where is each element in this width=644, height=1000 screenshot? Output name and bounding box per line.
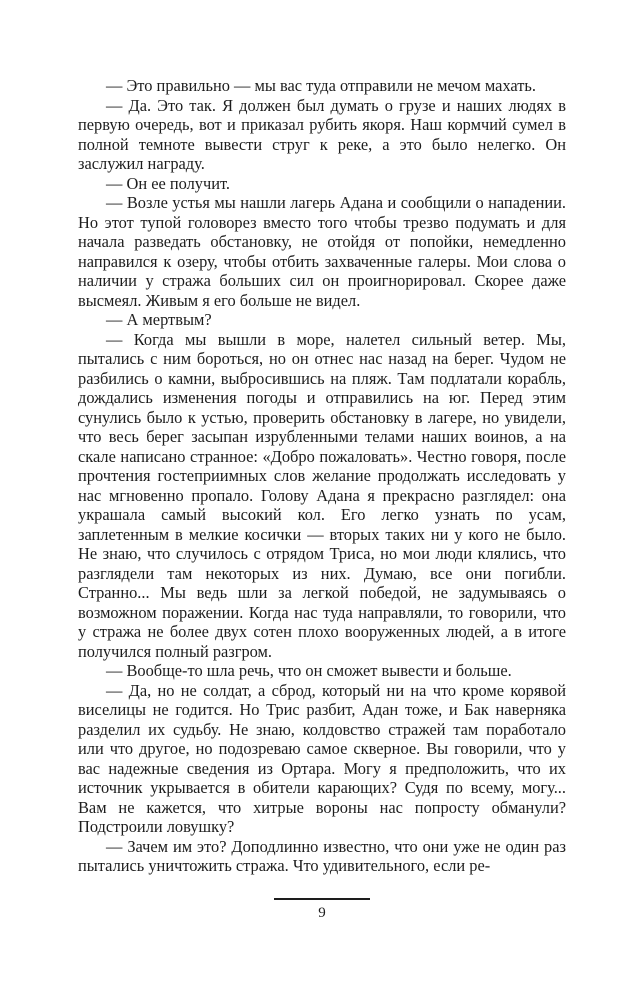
paragraph: — Это правильно — мы вас туда отправили не мечом махать.: [106, 76, 537, 95]
paragraph: — Зачем им это? Доподлинно известно, что они уже не один раз пытались уничтожить стража. Что удивительного, если ре-: [78, 836, 566, 875]
page-footer: [0, 898, 644, 922]
body-text: [78, 76, 566, 876]
page-number: 9: [318, 905, 326, 921]
paragraph: — Он ее получит.: [106, 173, 231, 193]
paragraph: — Да. Это так. Я должен был думать о грузе и наших людях в первую очередь, вот и приказал рубить якоря. Наш кормчий сумел в полной темноте вывести струг к реке, а это было нелегко. Он заслужил награду.: [78, 95, 566, 173]
footer-divider: [274, 898, 370, 900]
paragraph: — Возле устья мы нашли лагерь Адана и сообщили о нападении. Но этот тупой головорез вместо того чтобы трезво подумать и для начала разведать обстановку, не отойдя от попойки, немедленно направился к озеру, чтобы отбить захваченные галеры. Мои слова о наличии у стража больших сил он проигнорировал. Скорее даже высмеял. Живым я его больше не видел.: [78, 193, 566, 310]
paragraph: — Да, но не солдат, а сброд, который ни на что кроме корявой виселицы не годится. Но Трис разбит, Адан тоже, и Бак наверняка разделил их судьбу. Не знаю, колдовство стражей там поработало или что другое, но подозреваю самое скверное. Вы говорили, что у вас надежные сведения из Ортара. Могу я предположить, что их источник укрывается в обители карающих? Судя по всему, могу... Вам не кажется, что хитрые вороны нас попросту обманули? Подстроили ловушку?: [78, 680, 566, 836]
paragraph: — А мертвым?: [106, 310, 212, 329]
paragraph: — Вообще-то шла речь, что он сможет вывести и больше.: [106, 661, 512, 680]
paragraph: — Когда мы вышли в море, налетел сильный ветер. Мы, пытались с ним бороться, но он отнес нас назад на берег. Чудом не разбились о камни, выбросившись на пляж. Там подлатали корабль, дождались изменения погоды и отправились на юг. Перед этим сунулись было к устью, проверить обстановку в лагере, но увидели, что весь берег засыпан изрубленными телами наших воинов, а на скале написано странное: «Добро пожаловать». Честно говоря, после прочтения гостеприимных слов желание продолжать исследовать у нас мгновенно пропало. Голову Адана я прекрасно разглядел: она украшала самый высокий кол. Его легко узнать по усам, заплетенным в мелкие косички — вторых таких ни у кого не было. Не знаю, что случилось с отрядом Триса, но мои люди клялись, что разглядели там некоторых из них. Думаю, все они погибли. Странно... Мы ведь шли за легкой победой, не задумываясь о возможном поражении. Когда нас туда направляли, то говорили, что у стража не более двух сотен плохо вооруженных людей, а в итоге получился полный разгром.: [78, 329, 566, 661]
